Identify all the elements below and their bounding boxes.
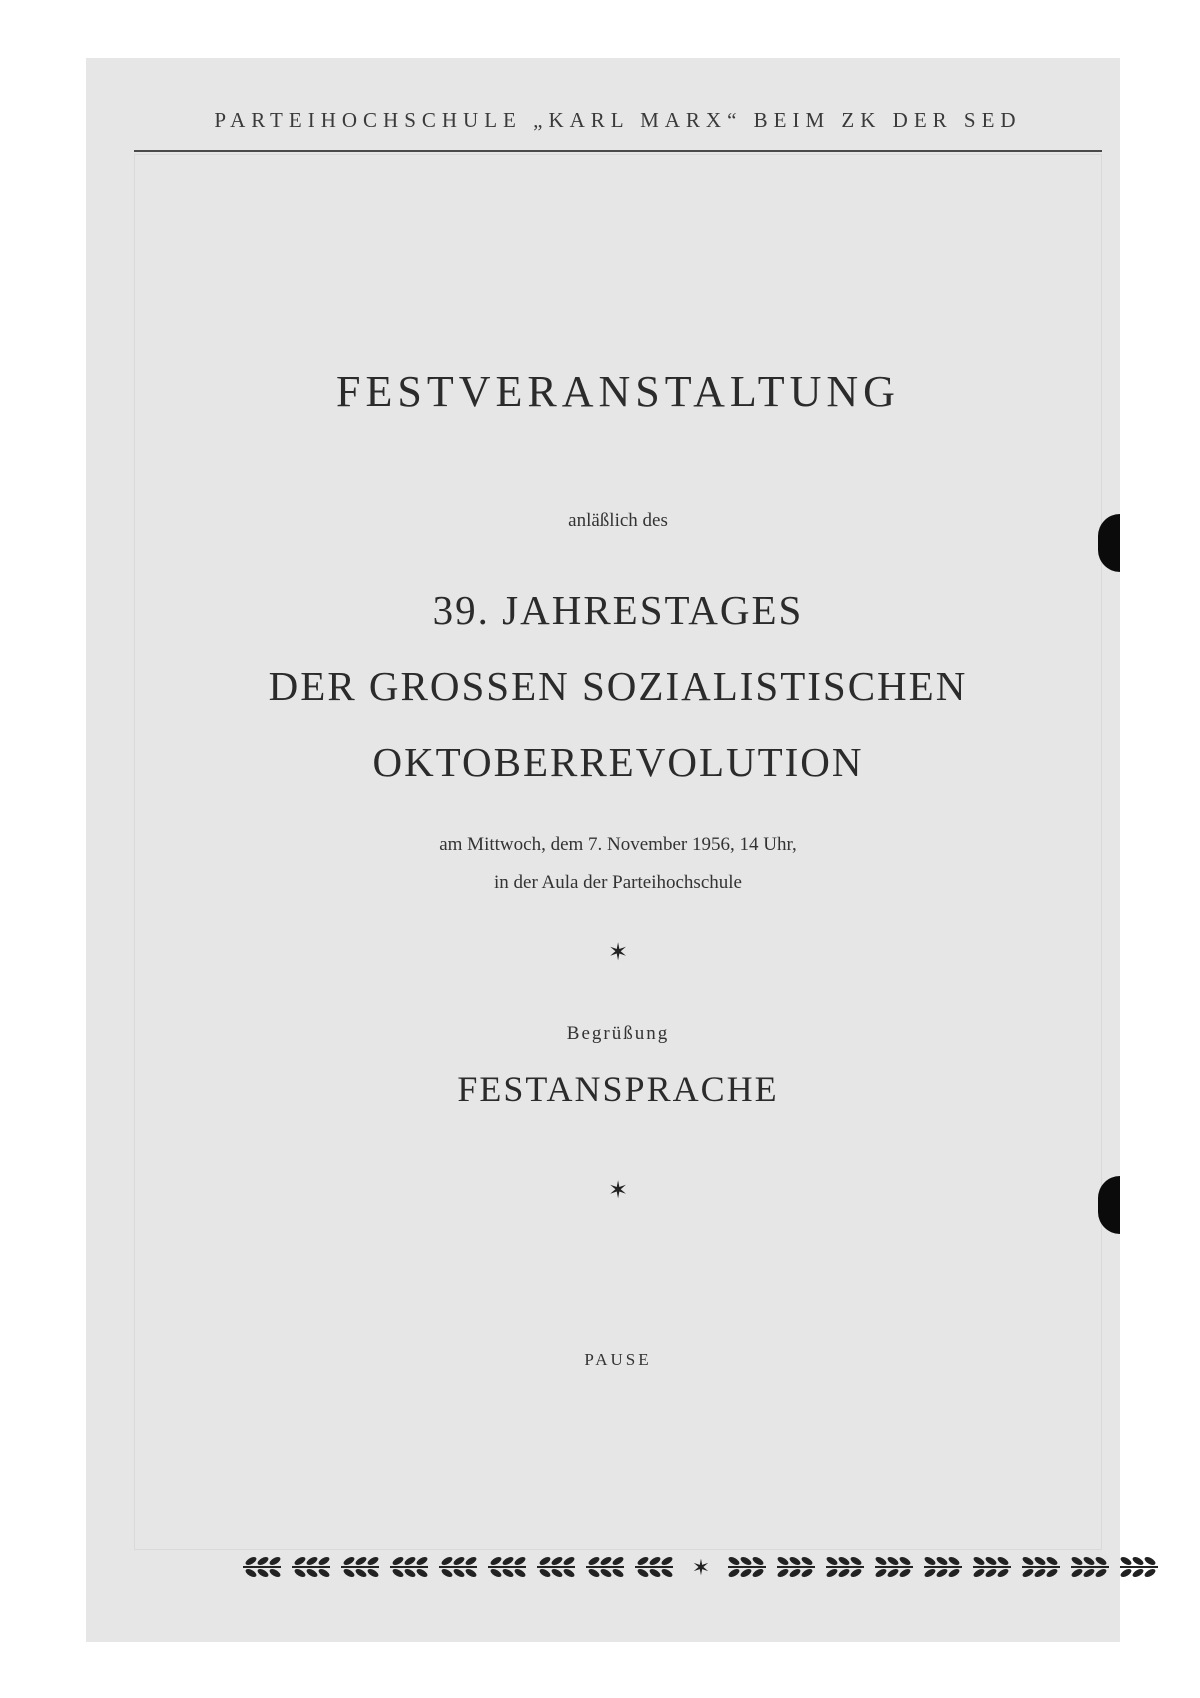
occasion-intro: anläßlich des bbox=[568, 510, 668, 531]
details-line-2: in der Aula der Parteihochschule bbox=[494, 872, 742, 893]
star-icon: ✶ bbox=[607, 938, 629, 966]
occasion-line-1: 39. JAHRESTAGES bbox=[432, 587, 804, 633]
program-greeting: Begrüßung bbox=[566, 1023, 670, 1044]
occasion-line-3: OKTOBERREVOLUTION bbox=[372, 739, 864, 785]
details-line-1: am Mittwoch, dem 7. November 1956, 14 Uhr, bbox=[439, 834, 797, 855]
svg-text:✶: ✶ bbox=[691, 1556, 711, 1581]
event-title: FESTVERANSTALTUNG bbox=[336, 367, 900, 416]
page-header: PARTEIHOCHSCHULE „KARL MARX“ BEIM ZK DER SED bbox=[214, 108, 1022, 132]
occasion-line-2: DER GROSSEN SOZIALISTISCHEN bbox=[268, 663, 968, 709]
program-pause: PAUSE bbox=[584, 1350, 652, 1369]
header-rule bbox=[134, 150, 1102, 152]
star-icon: ✶ bbox=[607, 1176, 629, 1204]
laurel-ornament bbox=[236, 1552, 1166, 1582]
document-page bbox=[86, 58, 1120, 1642]
program-speech: FESTANSPRACHE bbox=[457, 1069, 779, 1109]
